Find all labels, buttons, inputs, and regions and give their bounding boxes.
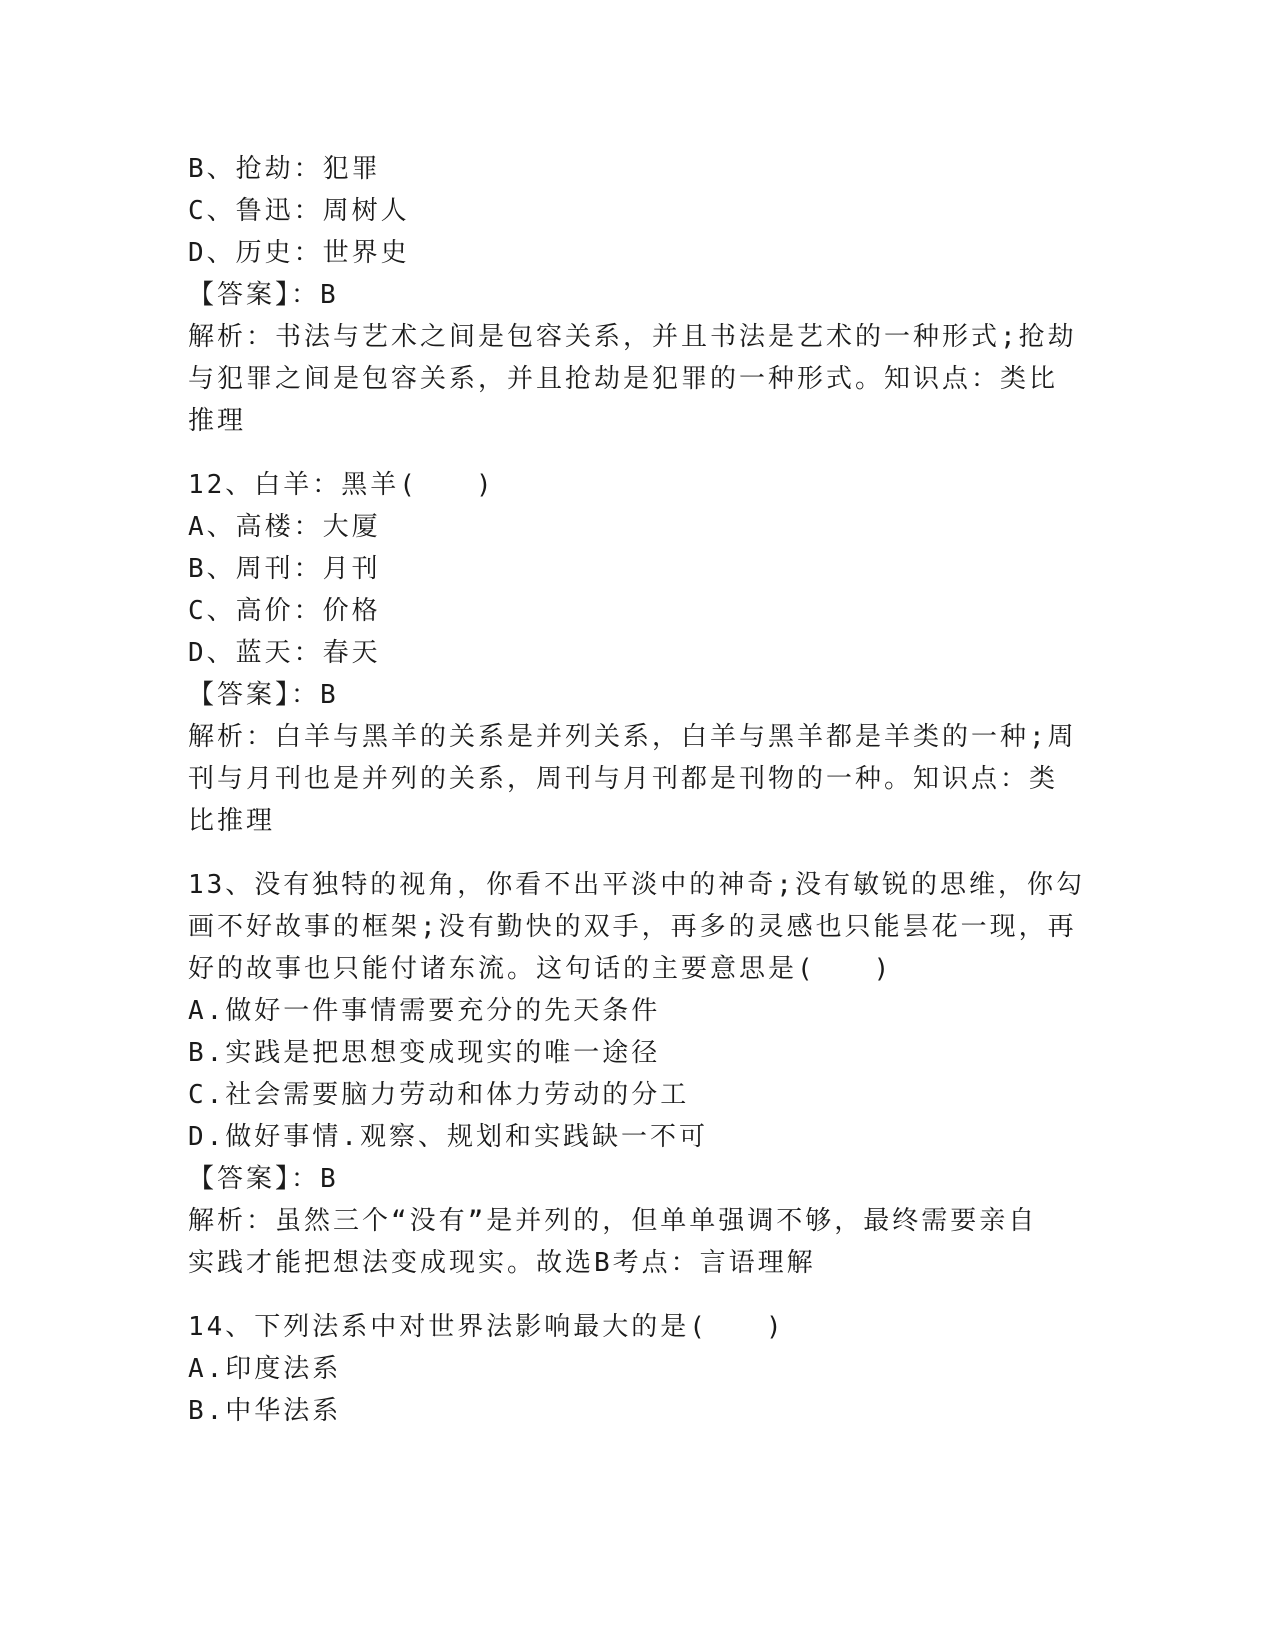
analysis-line: 刊与月刊也是并列的关系，周刊与月刊都是刊物的一种。知识点：类 bbox=[188, 764, 1059, 794]
option-c: C、鲁迅：周树人 bbox=[188, 196, 410, 226]
answer: 【答案】：B bbox=[188, 680, 339, 710]
option-d: D、蓝天：春天 bbox=[188, 638, 381, 668]
option-a: A、高楼：大厦 bbox=[188, 512, 381, 542]
question-stem: 12、白羊：黑羊( ) bbox=[188, 470, 495, 500]
option-b: B.实践是把思想变成现实的唯一途径 bbox=[188, 1038, 661, 1068]
option-c: C、高价：价格 bbox=[188, 596, 381, 626]
question-stem: 14、下列法系中对世界法影响最大的是( ) bbox=[188, 1312, 785, 1342]
option-d: D、历史：世界史 bbox=[188, 238, 410, 268]
answer: 【答案】：B bbox=[188, 280, 339, 310]
analysis-line: 与犯罪之间是包容关系，并且抢劫是犯罪的一种形式。知识点：类比 bbox=[188, 364, 1059, 394]
option-b: B.中华法系 bbox=[188, 1396, 342, 1426]
answer: 【答案】：B bbox=[188, 1164, 339, 1194]
question-13 bbox=[188, 864, 1088, 1284]
question-stem: 好的故事也只能付诸东流。这句话的主要意思是( ) bbox=[188, 954, 893, 984]
option-a: A.印度法系 bbox=[188, 1354, 342, 1384]
document-page bbox=[188, 148, 1088, 1432]
analysis-line: 解析：虽然三个“没有”是并列的，但单单强调不够，最终需要亲自 bbox=[188, 1206, 1038, 1236]
analysis-line: 实践才能把想法变成现实。故选B考点：言语理解 bbox=[188, 1248, 816, 1278]
question-14 bbox=[188, 1306, 1088, 1432]
option-d: D.做好事情.观察、规划和实践缺一不可 bbox=[188, 1122, 708, 1152]
question-stem: 画不好故事的框架;没有勤快的双手，再多的灵感也只能昙花一现，再 bbox=[188, 912, 1077, 942]
analysis-line: 推理 bbox=[188, 406, 247, 436]
option-b: B、周刊：月刊 bbox=[188, 554, 381, 584]
option-b: B、抢劫：犯罪 bbox=[188, 154, 381, 184]
option-c: C.社会需要脑力劳动和体力劳动的分工 bbox=[188, 1080, 690, 1110]
analysis-line: 解析：书法与艺术之间是包容关系，并且书法是艺术的一种形式;抢劫 bbox=[188, 322, 1077, 352]
analysis-line: 比推理 bbox=[188, 806, 276, 836]
question-12 bbox=[188, 464, 1088, 842]
option-a: A.做好一件事情需要充分的先天条件 bbox=[188, 996, 661, 1026]
question-11-tail bbox=[188, 148, 1088, 442]
analysis-line: 解析：白羊与黑羊的关系是并列关系，白羊与黑羊都是羊类的一种;周 bbox=[188, 722, 1077, 752]
question-stem: 13、没有独特的视角，你看不出平淡中的神奇;没有敏锐的思维，你勾 bbox=[188, 870, 1085, 900]
